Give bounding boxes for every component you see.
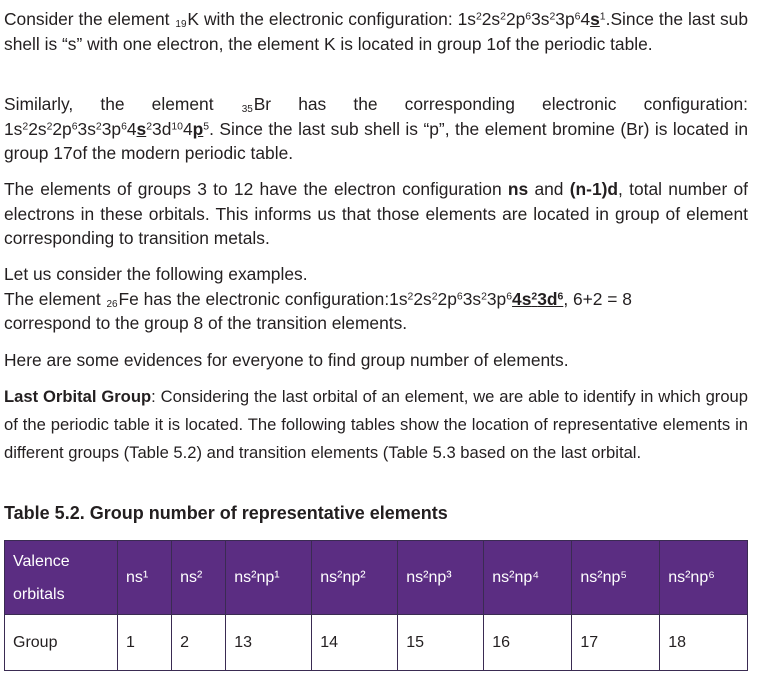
paragraph-transition-groups: The elements of groups 3 to 12 have the electron configuration ns and (n-1)d, total number of electrons in these orbitals. This informs us that those elements are located in group of element corresponding to transition metals. (4, 179, 748, 248)
table-cell-valence: ns²np⁵ (572, 541, 660, 615)
atomic-number: 35 (241, 104, 253, 115)
table-cell-valence: ns¹ (118, 541, 172, 615)
atomic-number: 26 (106, 298, 118, 310)
table-cell-group: 1 (118, 615, 172, 671)
group-row (5, 615, 748, 671)
table-cell-valence: ns²np³ (398, 541, 484, 615)
table-title: Table 5.2. Group number of representative elements (4, 503, 448, 523)
row-label-valence: Valence orbitals (5, 541, 118, 615)
row-label-group: Group (5, 615, 118, 671)
valence-orbitals-row (5, 541, 748, 615)
table-cell-group: 16 (484, 615, 572, 671)
table-cell-group: 13 (226, 615, 312, 671)
table-cell-valence: ns²np¹ (226, 541, 312, 615)
table-cell-group: 2 (172, 615, 226, 671)
paragraph-last-orbital-group: Last Orbital Group: Considering the last orbital of an element, we are able to identify in which group of the periodic table it is located. The following tables show the location of representative elements in different groups (Table 5.2) and transition elements (Table 5.3 based on the last orbital. (4, 387, 749, 462)
table-cell-group: 15 (398, 615, 484, 671)
group-number-table (4, 540, 748, 671)
table-cell-valence: ns²np⁶ (660, 541, 748, 615)
paragraph-bromine: Similarly, the element 35 Br has the corresponding electronic configuration: $1s^22s^22p^63s^23p^64s^23d^{10}4p^5$. Since the last sub shell is “p”, the element bromine (Br) is located in group 17of the modern periodic table. (4, 94, 748, 163)
table-cell-valence: ns²np⁴ (484, 541, 572, 615)
table-cell-group: 18 (660, 615, 748, 671)
paragraph-potassium: Consider the element 19 K with the electronic configuration: $1s^22s^22p^63s^23p^64s^1.Since$ the last sub shell is “s” with one electron, the element K is located in group 1of the periodic table. (4, 9, 748, 54)
atomic-number: 19 (175, 19, 187, 30)
table-cell-valence: ns² (172, 541, 226, 615)
table-cell-group: 17 (572, 615, 660, 671)
paragraph-iron-example: Let us consider the following examples. The element 26 Fe has the electronic $configuration:1s^22s^22p^63s^23p^64s^23d^6$, 6+2 = 8 correspond to the group 8 of the transition elements. (4, 264, 632, 333)
table-cell-group: 14 (312, 615, 398, 671)
table-cell-valence: ns²np² (312, 541, 398, 615)
paragraph-evidences: Here are some evidences for everyone to find group number of elements. (4, 350, 569, 370)
